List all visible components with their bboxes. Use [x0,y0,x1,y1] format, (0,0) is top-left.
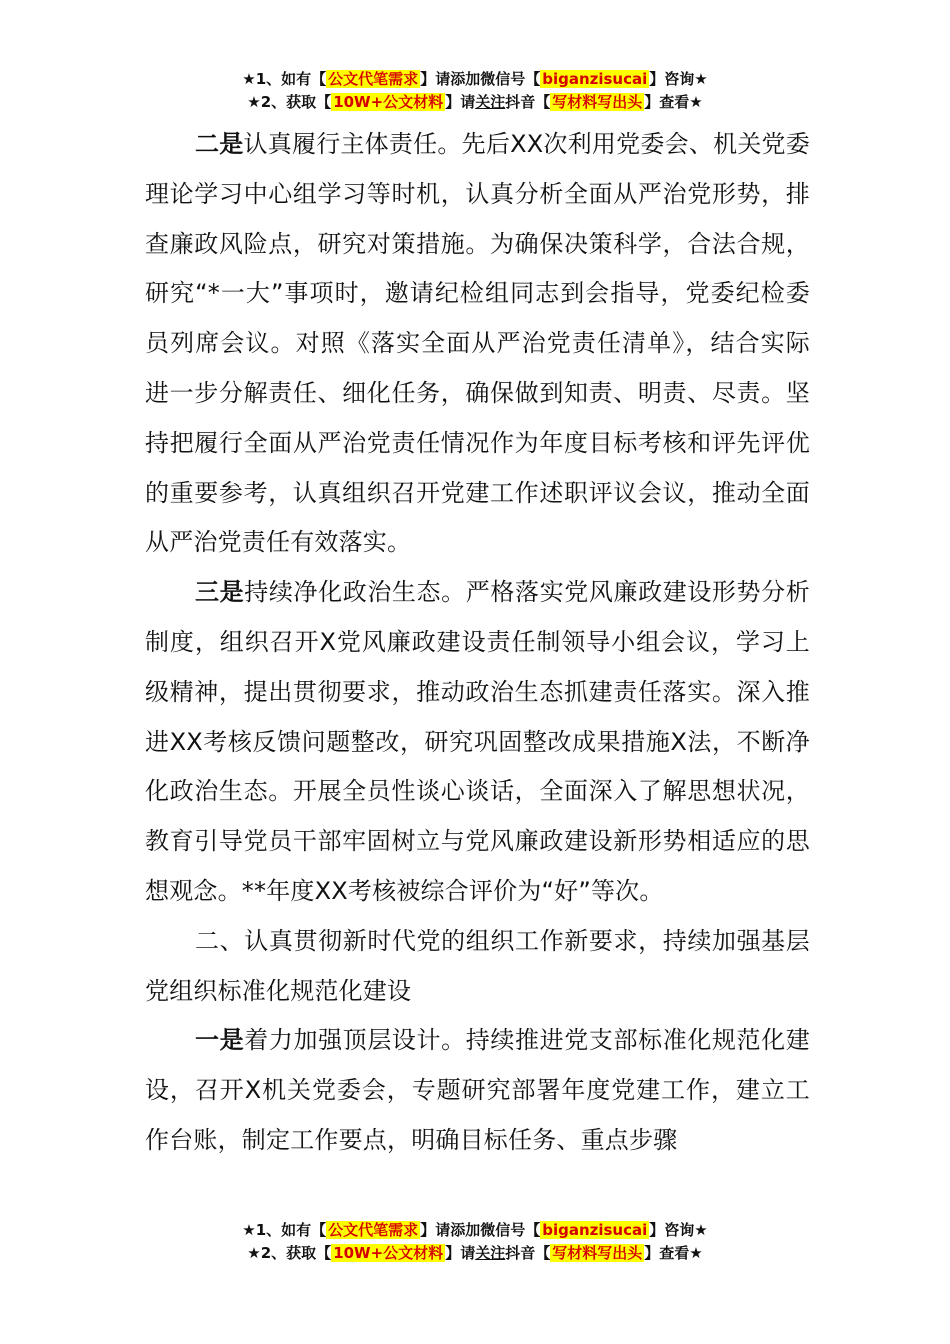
underlined-follow: 关注 [475,1244,506,1262]
highlight-ghostwriting: 公文代笔需求 [328,70,419,88]
header-banner-line-2: ★2、获取【 10W+公文材料 】请关注抖音【 写材料写出头 】查看★ [247,93,703,111]
footer-banner-line-2: ★2、获取【 10W+公文材料 】请关注抖音【 写材料写出头 】查看★ [247,1244,703,1262]
paragraph [145,568,810,917]
highlight-wechat-id: biganzisucai [542,70,648,88]
header-banner [0,68,950,114]
paragraph-text: 着力加强顶层设计。持续推进党支部标准化规范化建设，召开X机关党委会，专题研究部署年度党建工作，建立工作台账，制定工作要点，明确目标任务、重点步骤 [145,1026,810,1154]
highlight-materials: 10W+公文材料 [333,1244,444,1262]
header-banner-line-1: ★1、如有【 公文代笔需求 】请添加微信号【 biganzisucai 】咨询★ [242,70,708,88]
underlined-follow: 关注 [475,93,506,111]
footer-banner-line-1: ★1、如有【 公文代笔需求 】请添加微信号【 biganzisucai 】咨询★ [242,1221,708,1239]
highlight-douyin-account: 写材料写出头 [552,93,643,111]
highlight-materials: 10W+公文材料 [333,93,444,111]
paragraph-text: 认真履行主体责任。先后XX次利用党委会、机关党委理论学习中心组学习等时机，认真分析全面从严治党形势，排查廉政风险点，研究对策措施。为确保决策科学，合法合规，研究“*一大”事项时，邀请纪检组同志到会指导，党委纪检委员列席会议。对照《落实全面从严治党责任清单》，结合实际进一步分解责任、细化任务，确保做到知责、明责、尽责。坚持把履行全面从严治党责任情况作为年度目标考核和评先评优的重要参考，认真组织召开党建工作述职评议会议，推动全面从严治党责任有效落实。 [145,130,810,557]
document-body [145,120,810,1166]
highlight-ghostwriting: 公文代笔需求 [328,1221,419,1239]
paragraph [145,120,810,568]
paragraph-lead: 三是 [195,578,245,607]
highlight-wechat-id: biganzisucai [542,1221,648,1239]
highlight-douyin-account: 写材料写出头 [552,1244,643,1262]
paragraph-lead: 一是 [195,1026,245,1055]
paragraph [145,1016,810,1165]
section-heading-text: 二、认真贯彻新时代党的组织工作新要求，持续加强基层党组织标准化规范化建设 [145,926,810,1005]
paragraph-lead: 二是 [195,130,244,158]
paragraph-text: 持续净化政治生态。严格落实党风廉政建设形势分析制度，组织召开X党风廉政建设责任制领导小组会议，学习上级精神，提出贯彻要求，推动政治生态抓建责任落实。深入推进XX考核反馈问题整改，研究巩固整改成果措施X法，不断净化政治生态。开展全员性谈心谈话，全面深入了解思想状况，教育引导党员干部牢固树立与党风廉政建设新形势相适应的思想观念。**年度XX考核被综合评价为“好”等次。 [145,578,810,905]
section-heading [145,917,810,1017]
footer-banner [0,1219,950,1265]
